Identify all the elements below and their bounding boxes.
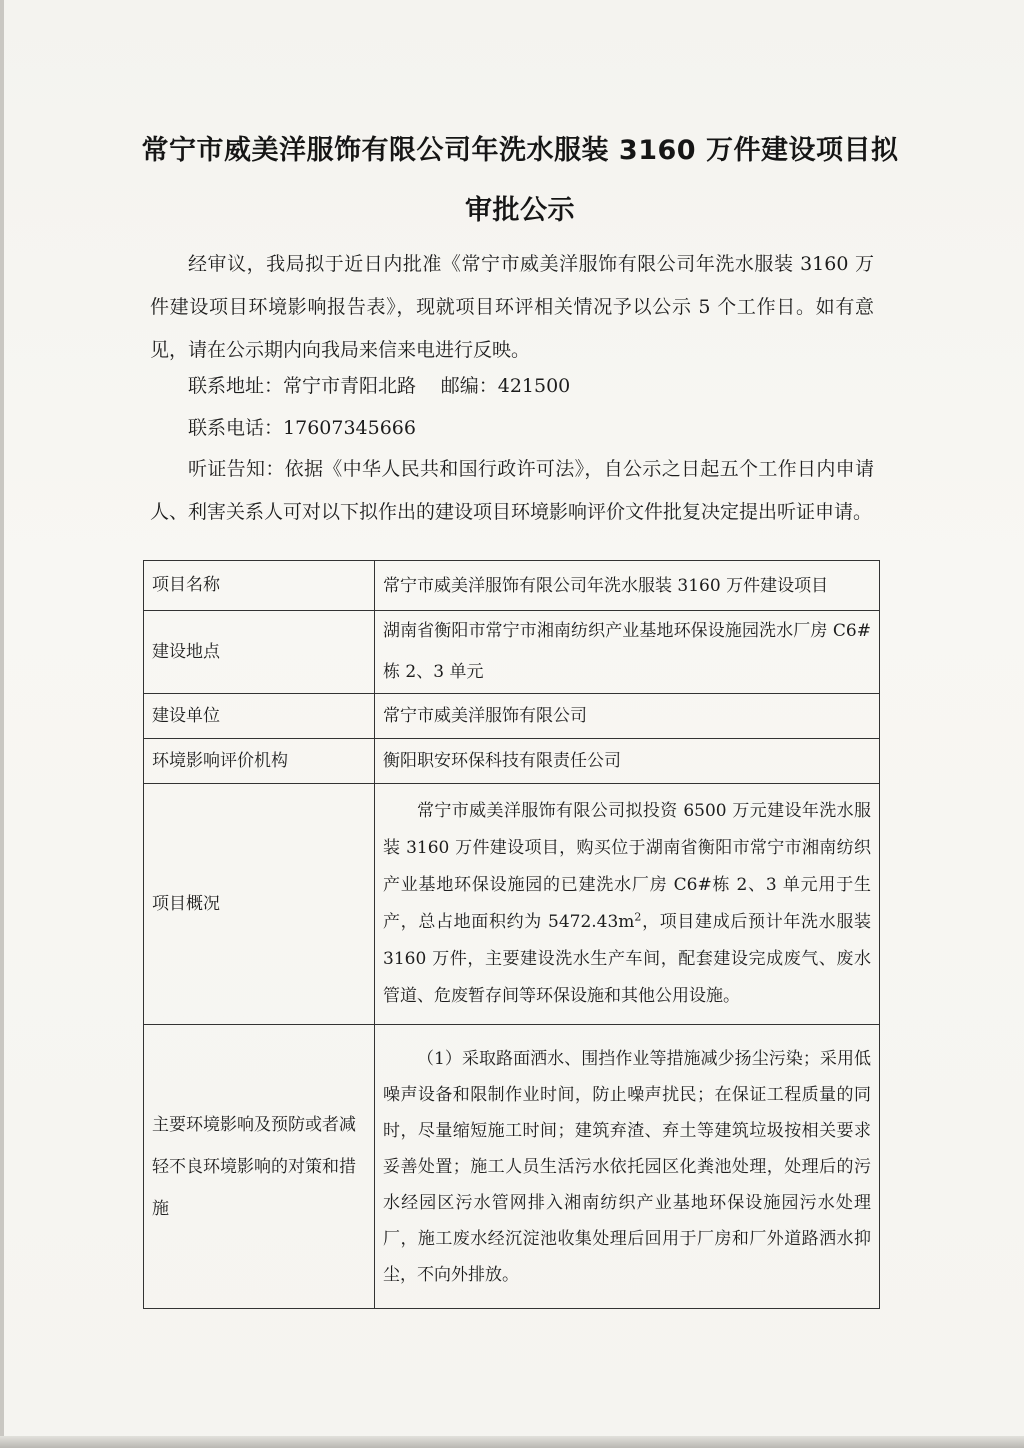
table-row bbox=[144, 1025, 880, 1309]
hearing-notice: 听证告知：依据《中华人民共和国行政许可法》，自公示之日起五个工作日内申请人、利害关系人可对以下拟作出的建设项目环境影响评价文件批复决定提出听证申请。 bbox=[150, 458, 874, 523]
address-label: 联系地址： bbox=[188, 375, 284, 397]
overview-cell bbox=[375, 784, 880, 1025]
table-key: 建设单位 bbox=[144, 694, 375, 739]
table-row bbox=[144, 561, 880, 611]
table-value: 衡阳职安环保科技有限责任公司 bbox=[375, 739, 880, 784]
measures-cell: （1）采取路面洒水、围挡作业等措施减少扬尘污染；采用低噪声设备和限制作业时间，防止噪声扰民；在保证工程质量的同时，尽量缩短施工时间；建筑弃渣、弃土等建筑垃圾按相关要求妥善处置；施工人员生活污水依托园区化粪池处理，处理后的污水经园区污水管网排入湘南纺织产业基地环保设施园污水处理厂，施工废水经沉淀池收集处理后回用于厂房和厂外道路洒水抑尘，不向外排放。 bbox=[375, 1025, 880, 1309]
overview-text: 常宁市威美洋服饰有限公司拟投资 6500 万元建设年洗水服装 3160 万件建设项目，购买位于湖南省衡阳市常宁市湘南纺织产业基地环保设施园的已建洗水厂房 C6#栋 2、3 单元用于生产，总占地面积约为 5472.43m bbox=[383, 801, 871, 932]
postcode-value: 421500 bbox=[497, 375, 571, 397]
phone-value: 17607345666 bbox=[283, 417, 416, 439]
table-key: 主要环境影响及预防或者减轻不良环境影响的对策和措施 bbox=[144, 1025, 375, 1309]
document-title-line1: 常宁市威美洋服饰有限公司年洗水服装 3160 万件建设项目拟 bbox=[141, 135, 899, 166]
table-key: 项目名称 bbox=[144, 561, 375, 611]
table-row bbox=[144, 784, 880, 1025]
table-value: 常宁市威美洋服饰有限公司 bbox=[375, 694, 880, 739]
table-key: 建设地点 bbox=[144, 611, 375, 694]
contact-phone-line bbox=[150, 408, 874, 448]
table-value: 湖南省衡阳市常宁市湘南纺织产业基地环保设施园洗水厂房 C6#栋 2、3 单元 bbox=[375, 611, 880, 694]
scan-edge-bottom bbox=[0, 1436, 1024, 1448]
document-title-line2: 审批公示 bbox=[465, 195, 575, 226]
scan-edge-left bbox=[0, 0, 4, 1448]
table-row bbox=[144, 739, 880, 784]
overview-superscript: 2 bbox=[634, 910, 642, 924]
table-key: 项目概况 bbox=[144, 784, 375, 1025]
phone-label: 联系电话： bbox=[188, 417, 284, 439]
postcode-label: 邮编： bbox=[440, 375, 498, 397]
contact-address-line bbox=[150, 366, 874, 406]
project-info-table bbox=[143, 560, 880, 1309]
table-row bbox=[144, 694, 880, 739]
intro-paragraph: 经审议，我局拟于近日内批准《常宁市威美洋服饰有限公司年洗水服装 3160 万件建设项目环境影响报告表》，现就项目环评相关情况予以公示 5 个工作日。如有意见，请在公示期内向我局来信来电进行反映。 bbox=[150, 253, 874, 361]
address-value: 常宁市青阳北路 bbox=[283, 375, 417, 397]
table-value: 常宁市威美洋服饰有限公司年洗水服装 3160 万件建设项目 bbox=[375, 561, 880, 611]
table-key: 环境影响评价机构 bbox=[144, 739, 375, 784]
overview-text-2: ，项目建成后预计年洗水服装 3160 万件，主要建设洗水生产车间，配套建设完成废气、废水管道、危废暂存间等环保设施和其他公用设施。 bbox=[383, 912, 871, 1006]
table-row bbox=[144, 611, 880, 694]
